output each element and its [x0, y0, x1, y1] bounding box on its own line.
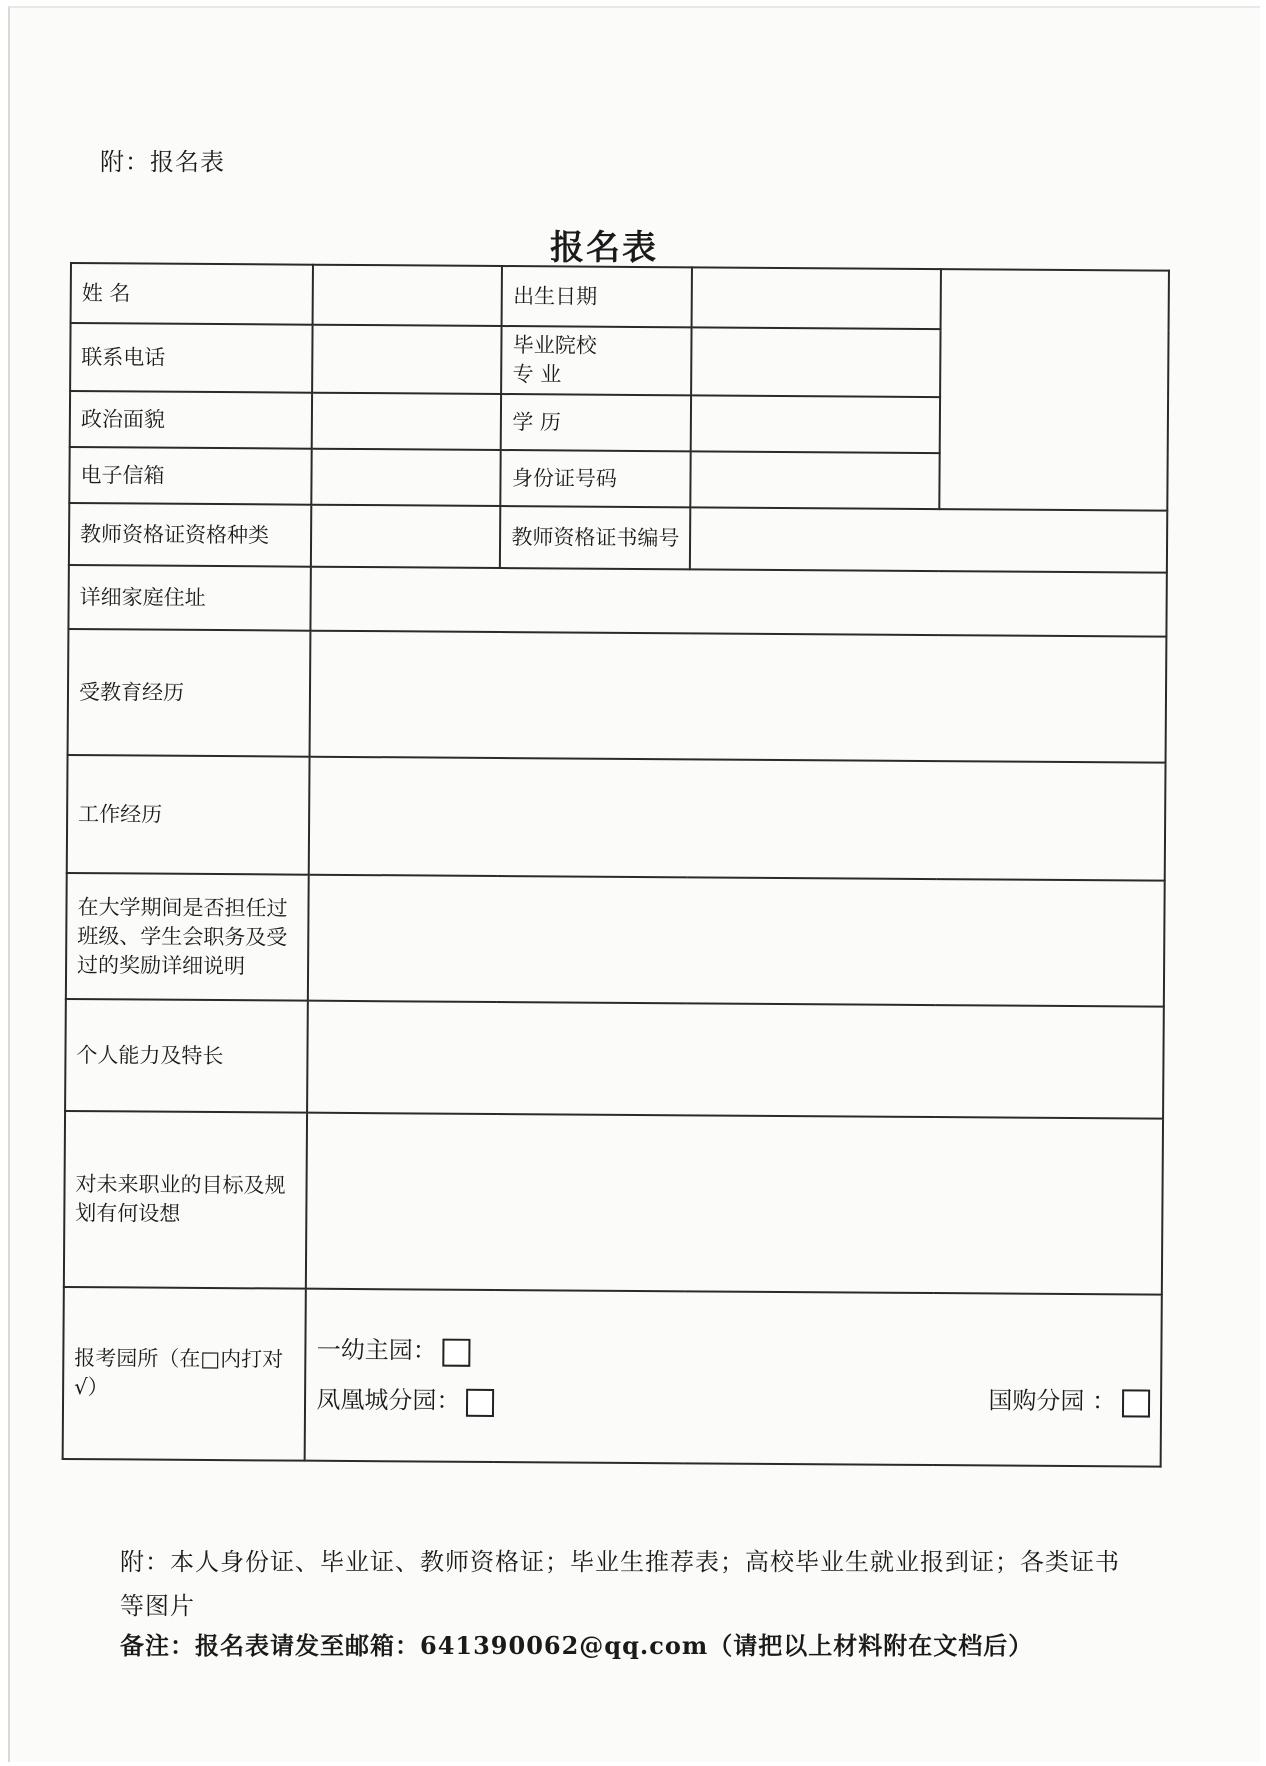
address-field[interactable] — [311, 567, 1167, 637]
work-history-field[interactable] — [309, 757, 1165, 881]
birth-date-field[interactable] — [692, 267, 941, 329]
career-plan-field[interactable] — [306, 1113, 1163, 1295]
paper-sheet — [8, 6, 1260, 1762]
campus-label: 报考园所（在□内打对√） — [63, 1287, 307, 1461]
cert-number-label: 教师资格证书编号 — [500, 506, 690, 569]
attachment-note-line1: 附：本人身份证、毕业证、教师资格证；毕业生推荐表；高校毕业生就业报到证；各类证书 — [120, 1548, 1120, 1576]
id-number-field[interactable] — [691, 451, 940, 509]
cert-type-field[interactable] — [311, 505, 500, 568]
address-label: 详细家庭住址 — [68, 565, 311, 631]
cert-type-label: 教师资格证资格种类 — [69, 503, 312, 567]
major-label: 专 业 — [512, 362, 562, 387]
cert-number-field[interactable] — [690, 507, 1167, 572]
email-field[interactable] — [312, 449, 501, 506]
campus-option-guogou[interactable] — [988, 1386, 1150, 1417]
campus-option-fenghuangcheng[interactable] — [316, 1386, 494, 1417]
campus-options-cell — [305, 1289, 1162, 1467]
abilities-field[interactable] — [307, 1001, 1163, 1119]
abilities-label: 个人能力及特长 — [65, 999, 308, 1113]
campus-fenghuangcheng-checkbox[interactable] — [466, 1388, 494, 1416]
campus-main-checkbox[interactable] — [443, 1338, 471, 1366]
school-major-field[interactable] — [691, 327, 940, 397]
email-remark: 备注：报名表请发至邮箱：641390062@qq.com（请把以上材料附在文档后） — [120, 1631, 1034, 1660]
politics-field[interactable] — [312, 393, 501, 450]
id-number-label: 身份证号码 — [501, 450, 691, 507]
school-label: 毕业院校 — [512, 333, 597, 358]
photo-box — [939, 269, 1169, 511]
politics-label: 政治面貌 — [70, 391, 313, 449]
campus-option-guogou-label: 国购分园 ： — [988, 1386, 1117, 1416]
attachment-header: 附：报名表 — [100, 148, 225, 176]
edu-history-label: 受教育经历 — [68, 629, 311, 757]
work-history-label: 工作经历 — [67, 755, 310, 875]
education-field[interactable] — [691, 395, 940, 453]
registration-form-table — [62, 262, 1170, 1468]
attachment-note-line2: 等图片 — [120, 1592, 195, 1620]
campus-option-main-label: 一幼主园： — [316, 1335, 437, 1365]
education-label: 学 历 — [501, 394, 691, 451]
birth-date-label: 出生日期 — [502, 266, 692, 327]
campus-option-main[interactable] — [317, 1336, 471, 1367]
name-field[interactable] — [313, 265, 502, 326]
phone-label: 联系电话 — [70, 323, 313, 393]
school-major-label — [501, 326, 691, 395]
phone-field[interactable] — [312, 325, 501, 394]
email-label: 电子信箱 — [69, 447, 312, 505]
edu-history-field[interactable] — [310, 631, 1166, 763]
college-roles-label: 在大学期间是否担任过班级、学生会职务及受过的奖励详细说明 — [66, 873, 309, 1001]
campus-option-fenghuangcheng-label: 凤凰城分园： — [316, 1385, 461, 1415]
name-label: 姓 名 — [71, 263, 314, 325]
form-title: 报名表 — [550, 228, 658, 268]
campus-options — [316, 1300, 1151, 1456]
campus-guogou-checkbox[interactable] — [1122, 1389, 1150, 1417]
career-plan-label: 对未来职业的目标及规划有何设想 — [64, 1111, 308, 1289]
college-roles-field[interactable] — [308, 875, 1164, 1007]
